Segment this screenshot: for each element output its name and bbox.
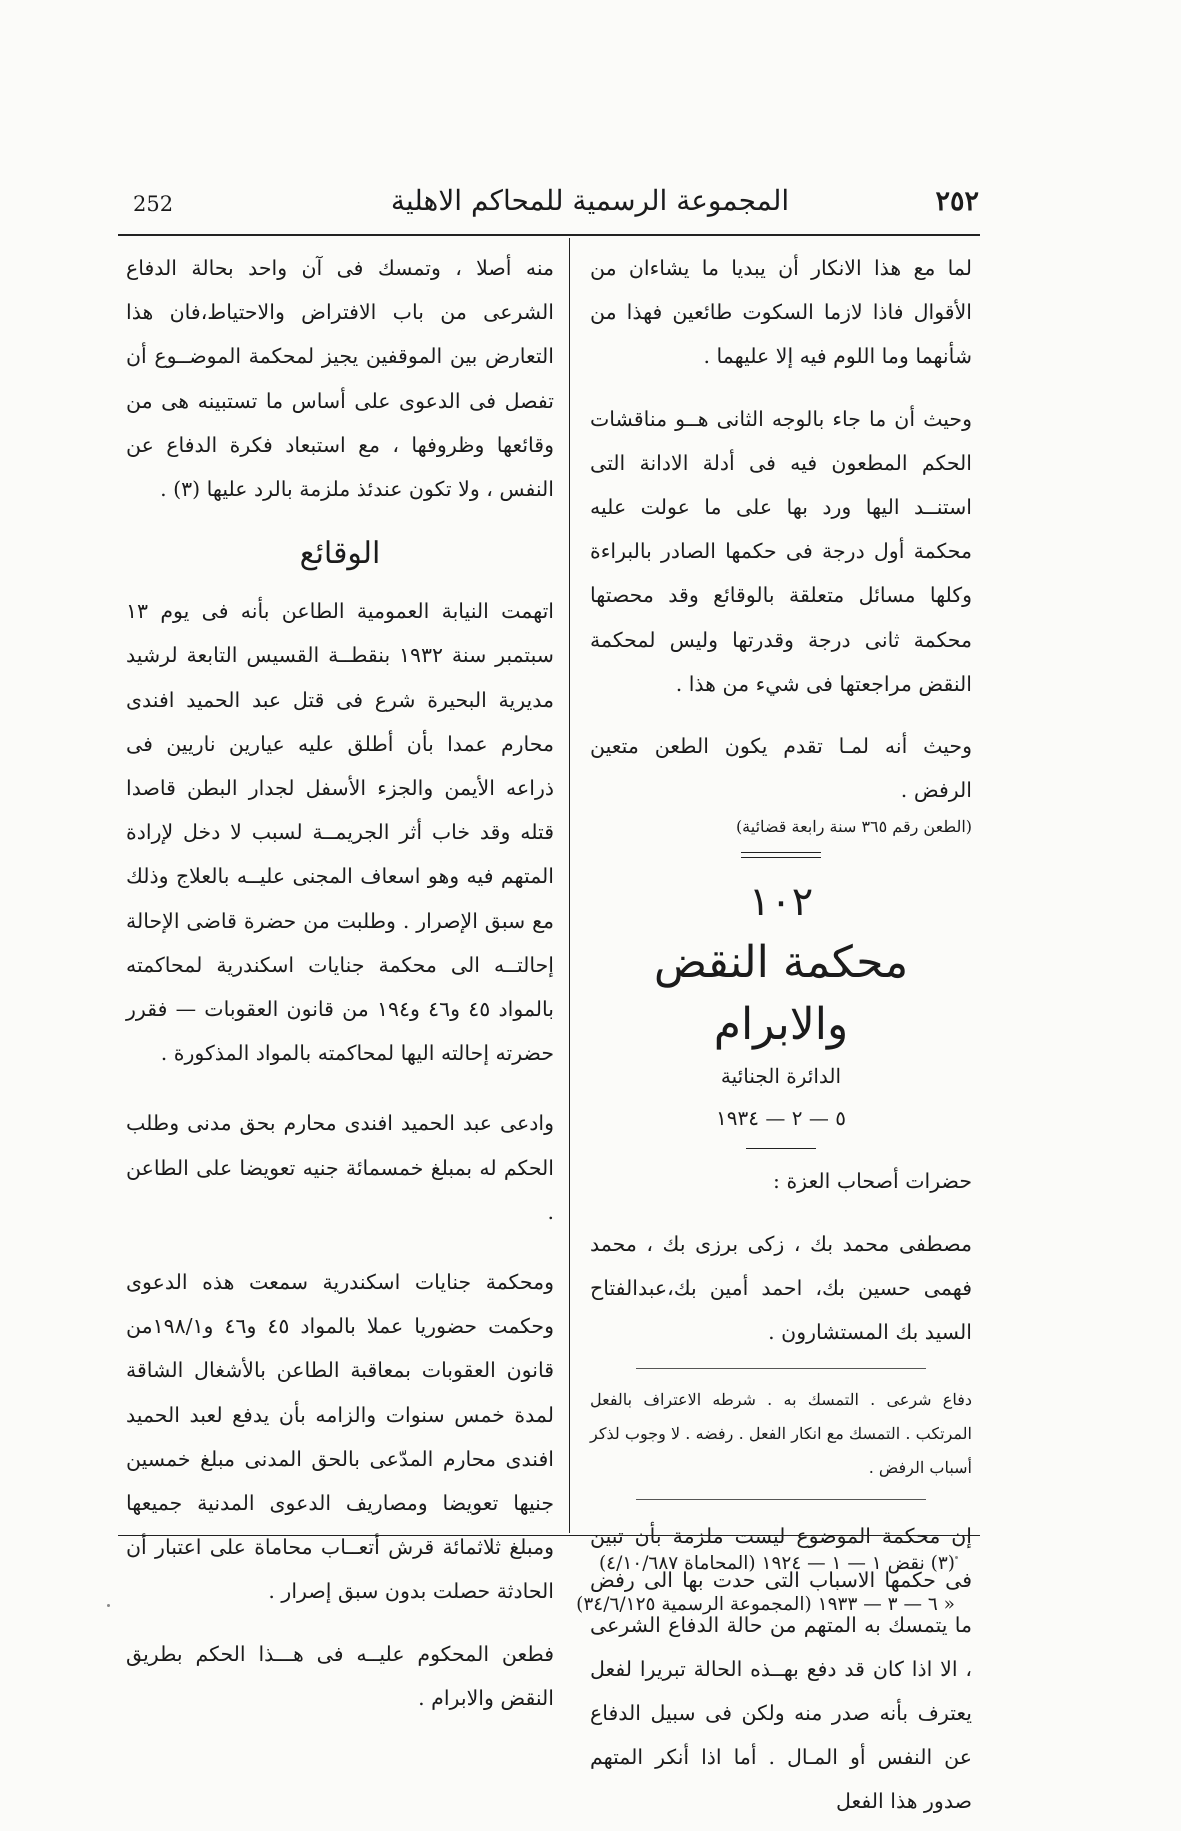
paragraph: منه أصلا ، وتمسك فى آن واحد بحالة الدفاع الشرعى من باب الافتراض والاحتياط،فان هذا التعارض بين الموقفين يجيز لمحكمة الموضــوع أن تفصل فى الدعوى على أساس ما تستبينه هى من وقائعها وظروفها ، مع استبعاد فكرة الدفاع عن النفس ، ولا تكون عندئذ ملزمة بالرد عليها (٣) . [126,256,554,502]
appeal-reference: (الطعن رقم ٣٦٥ سنة رابعة قضائية) [735,817,972,837]
judgment-date: ٥ — ٢ — ١٩٣٤ [716,1106,846,1131]
section-divider [741,852,821,858]
page-number-left: 252 [133,192,174,216]
judges-label: حضرات أصحاب العزة : [773,1169,972,1194]
paragraph: اتهمت النيابة العمومية الطاعن بأنه فى يوم ١٣ سبتمبر سنة ١٩٣٢ بنقطــة القسيس التابعة لرشيد مديرية البحيرة شرع فى قتل عبد الحميد افندى محارم عمدا بأن أطلق عليه عيارين ناريين فى ذراعه الأيمن والجزء الأسفل لجدار البطن قاصدا قتله وقد خاب أثر الجريمــة لسبب لا دخل لإرادة المتهم فيه وهو اسعاف المجنى عليــه بالعلاج وذلك مع سبق الإصرار . وطلبت من حضرة قاضى الإحالة إحالتــه الى محكمة جنايات اسكندرية لمحاكمته بالمواد ٤٥ و٤٦ و١٩٤ من قانون العقوبات — فقرر حضرته إحالته اليها لمحاكمته بالمواد المذكورة . [126,599,555,1066]
footnote: « ٦ — ٣ — ١٩٣٣ (المجموعة الرسمية ٣٤/٦/١٢٥) [576,1594,955,1615]
case-summary: دفاع شرعى . التمسك به . شرطه الاعتراف بالفعل المرتكب . التمسك مع انكار الفعل . رفضه . لا وجوب لذكر أسباب الرفض . [590,1390,972,1478]
paragraph: لما مع هذا الانكار أن يبديا ما يشاءان من الأقوال فاذا لازما السكوت طائعين فهذا من شأنهما وما اللوم فيه إلا عليهما . [590,256,972,369]
paragraph: ومحكمة جنايات اسكندرية سمعت هذه الدعوى وحكمت حضوريا عملا بالمواد ٤٥ و٤٦ و١٩٨/١من قانون العقوبات بمعاقبة الطاعن بالأشغال الشاقة لمدة خمس سنوات والزامه بأن يدفع لعبد الحميد افندى محارم المدّعى بالحق المدنى مبلغ خمسين جنيها تعويضا ومصاريف الدعوى المدنية جميعها ومبلغ ثلاثمائة قرش أتعــاب محاماة على اعتبار أن الحادثة حصلت بدون سبق إصرار . [126,1270,554,1604]
paragraph: فطعن المحكوم عليــه فى هـــذا الحكم بطريق النقض والابرام . [126,1641,554,1710]
divider [746,1148,816,1149]
judges-list: مصطفى محمد بك ، زكى برزى بك ، محمد فهمى حسين بك، احمد أمين بك،عبدالفتاح السيد بك المستشارون . [590,1231,972,1345]
column-divider [569,238,570,1533]
page-number-right: ٢٥٢ [935,186,979,217]
paragraph: وادعى عبد الحميد افندى محارم بحق مدنى وطلب الحكم له بمبلغ خمسمائة جنيه تعويضا على الطاعن . [126,1111,554,1224]
case-number: ١٠٢ [748,879,814,926]
section-heading: الوقائع [299,536,381,572]
header-rule [118,234,980,236]
court-name: محكمة النقض والابرام [653,937,909,1051]
divider [636,1499,926,1500]
legal-principle: إن محكمة الموضوع ليست ملزمة بأن تبين فى حكمها الاسباب التى حدت بها الى رفض ما يتمسك به المتهم من حالة الدفاع الشرعى ، الا اذا كان قد دفع بهــذه الحالة تبريرا لفعل يعترف بأنه صدر منه ولكن فى سبيل الدفاع عن النفس أو المـال . أما اذا أنكر المتهم صدور هذا الفعل [590,1524,972,1814]
footnote-rule [118,1535,980,1536]
speck [107,1604,110,1607]
left-column [126,246,554,1720]
paragraph: وحيث أنه لمـا تقدم يكون الطعن متعين الرفض . [590,734,972,803]
divider [636,1368,926,1369]
speck [955,1556,958,1559]
paragraph: وحيث أن ما جاء بالوجه الثانى هــو مناقشات الحكم المطعون فيه فى أدلة الادانة التى استنــد اليها ورد بها على ما عولت عليه محكمة أول درجة فى حكمها الصادر بالبراءة وكلها مسائل متعلقة بالوقائع وقد محصتها محكمة ثانى درجة وقدرتها وليس لمحكمة النقض مراجعتها فى شيء من هذا . [590,406,972,696]
running-title: المجموعة الرسمية للمحاكم الاهلية [390,184,790,217]
circuit-name: الدائرة الجنائية [720,1064,842,1089]
footnote: (٣) نقض ١ — ١ — ١٩٢٤ (المحاماة ٤/١٠/٦٨٧) [598,1553,955,1574]
